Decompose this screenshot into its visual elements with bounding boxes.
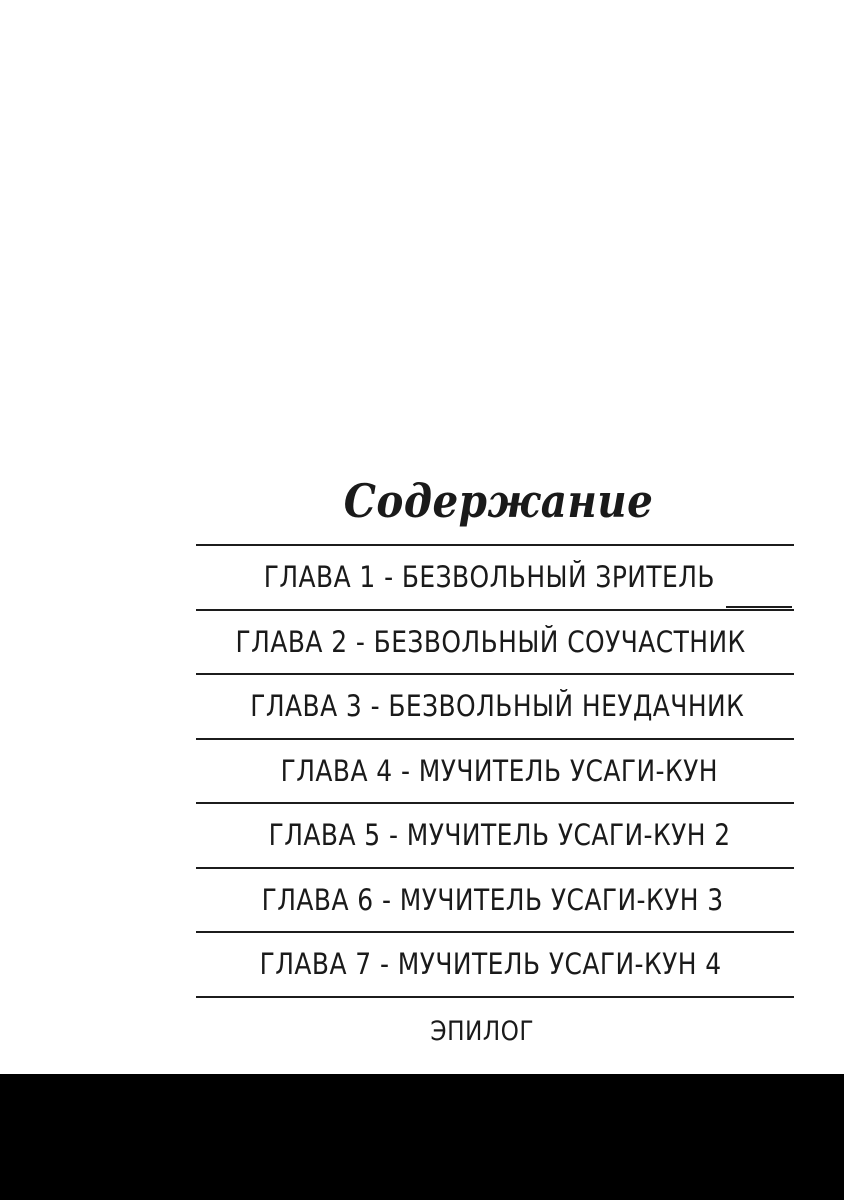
toc-item-chapter-4 (196, 738, 794, 803)
toc-item-chapter-1 (196, 544, 794, 609)
toc-item-label: ГЛАВА 2 - БЕЗВОЛЬНЫЙ СОУЧАСТНИК (235, 624, 747, 659)
table-of-contents-list (196, 544, 794, 1066)
toc-item-chapter-7 (196, 931, 794, 996)
toc-item-label: ЭПИЛОГ (430, 1016, 534, 1047)
table-of-contents-title: Содержание (343, 474, 654, 528)
toc-item-label: ГЛАВА 3 - БЕЗВОЛЬНЫЙ НЕУДАЧНИК (249, 689, 745, 724)
toc-item-chapter-5 (196, 802, 794, 867)
toc-item-epilogue (196, 996, 794, 1066)
toc-item-label: ГЛАВА 5 - МУЧИТЕЛЬ УСАГИ-КУН 2 (268, 818, 731, 853)
toc-item-chapter-2 (196, 609, 794, 674)
toc-item-label: ГЛАВА 1 - БЕЗВОЛЬНЫЙ ЗРИТЕЛЬ (263, 560, 715, 595)
bottom-black-band (0, 1074, 844, 1200)
toc-item-label: ГЛАВА 7 - МУЧИТЕЛЬ УСАГИ-КУН 4 (259, 947, 722, 982)
toc-item-chapter-6 (196, 867, 794, 932)
toc-item-chapter-3 (196, 673, 794, 738)
toc-item-label: ГЛАВА 4 - МУЧИТЕЛЬ УСАГИ-КУН (280, 753, 718, 788)
toc-item-label: ГЛАВА 6 - МУЧИТЕЛЬ УСАГИ-КУН 3 (261, 882, 724, 917)
